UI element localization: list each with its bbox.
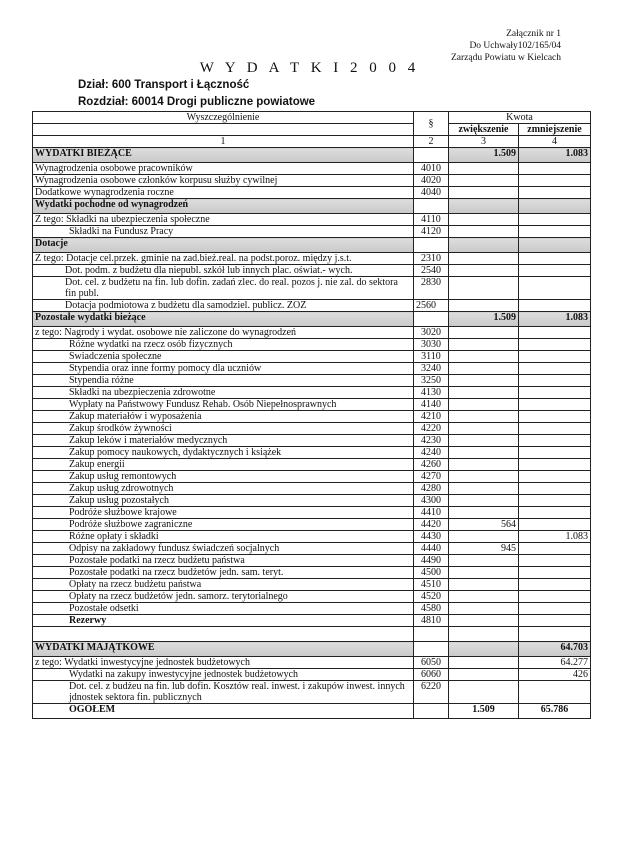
total-row [33, 704, 591, 719]
row-desc: Odpisy na zakładowy fundusz świadczeń socjalnych [33, 543, 414, 555]
table-row [33, 351, 591, 363]
table-row [33, 226, 591, 238]
table-row [33, 447, 591, 459]
section-label: Wydatki pochodne od wynagrodzeń [33, 199, 414, 214]
table-row [33, 483, 591, 495]
section-row [33, 148, 591, 163]
table-row [33, 579, 591, 591]
row-par: 4410 [414, 507, 449, 519]
row-par: 4260 [414, 459, 449, 471]
table-row [33, 399, 591, 411]
expenditure-table [32, 111, 591, 719]
row-desc: Wydatki na zakupy inwestycyjne jednostek budżetowych [33, 669, 414, 681]
table-row [33, 495, 591, 507]
row-par: 4020 [414, 175, 449, 187]
row-desc: Zakup środków żywności [33, 423, 414, 435]
row-desc: Opłaty na rzecz budżetu państwa [33, 579, 414, 591]
row-par: 4420 [414, 519, 449, 531]
row-desc: Dot. cel. z budżeu na fin. lub dofin. Kosztów real. inwest. i zakupów inwest. innych jdnostek sektora fin. publicznych [33, 681, 414, 704]
header-desc: Wyszczególnienie [33, 112, 414, 124]
row-desc: Dot. podm. z budżetu dla niepubl. szkół lub innych plac. oświat.- wych. [33, 265, 414, 277]
table-row [33, 435, 591, 447]
row-desc: Pozostałe podatki na rzecz budżetu państwa [33, 555, 414, 567]
section-label: Pozostałe wydatki bieżące [33, 312, 414, 327]
header-row [33, 124, 591, 136]
table-row [33, 187, 591, 199]
table-row [33, 459, 591, 471]
table-row [33, 300, 591, 312]
row-par: 4210 [414, 411, 449, 423]
row-dec: 1.083 [519, 531, 591, 543]
header-par: § [414, 112, 449, 136]
table-row [33, 423, 591, 435]
table-row [33, 543, 591, 555]
section-row [33, 312, 591, 327]
table-row [33, 531, 591, 543]
row-desc: Z tego: Składki na ubezpieczenia społeczne [33, 214, 414, 226]
table-row [33, 163, 591, 175]
row-par: 4110 [414, 214, 449, 226]
row-par: 6060 [414, 669, 449, 681]
row-par: 4520 [414, 591, 449, 603]
section-label: WYDATKI BIEŻĄCE [33, 148, 414, 163]
row-desc: Stypendia różne [33, 375, 414, 387]
row-desc: Składki na ubezpieczenia zdrowotne [33, 387, 414, 399]
row-desc: Zakup leków i materiałów medycznych [33, 435, 414, 447]
row-par: 4220 [414, 423, 449, 435]
row-inc: 564 [449, 519, 519, 531]
header-inc: zwiększenie [449, 124, 519, 136]
row-par: 3240 [414, 363, 449, 375]
row-desc: Wynagrodzenia osobowe członków korpusu służby cywilnej [33, 175, 414, 187]
row-inc: 945 [449, 543, 519, 555]
table-row [33, 657, 591, 669]
row-desc: Różne wydatki na rzecz osób fizycznych [33, 339, 414, 351]
row-par: 4500 [414, 567, 449, 579]
total-label: OGÓŁEM [33, 704, 414, 719]
spacer-row [33, 627, 591, 642]
row-par: 2310 [414, 253, 449, 265]
header-numbers-row [33, 136, 591, 148]
total-dec: 65.786 [519, 704, 591, 719]
table-row [33, 175, 591, 187]
row-par: 4230 [414, 435, 449, 447]
row-desc: Dodatkowe wynagrodzenia roczne [33, 187, 414, 199]
row-par: 4270 [414, 471, 449, 483]
section-row [33, 199, 591, 214]
row-dec: 64.277 [519, 657, 591, 669]
section-dec: 1.083 [519, 148, 591, 163]
table-row [33, 363, 591, 375]
row-desc: Podróże służbowe zagraniczne [33, 519, 414, 531]
row-par: 2830 [414, 277, 449, 300]
row-desc: Pozostałe podatki na rzecz budżetów jedn. sam. teryt. [33, 567, 414, 579]
header-num: 2 [414, 136, 449, 148]
row-par: 4580 [414, 603, 449, 615]
row-par: 4280 [414, 483, 449, 495]
row-par: 3020 [414, 327, 449, 339]
row-par: 6050 [414, 657, 449, 669]
row-par: 4040 [414, 187, 449, 199]
row-desc: Pozostałe odsetki [33, 603, 414, 615]
table-row [33, 253, 591, 265]
section-row [33, 642, 591, 657]
row-par: 4130 [414, 387, 449, 399]
section-row [33, 238, 591, 253]
row-par: 4140 [414, 399, 449, 411]
table-row [33, 669, 591, 681]
row-desc: Z tego: Dotacje cel.przek. gminie na zad.bież.real. na podst.poroz. między j.s.t. [33, 253, 414, 265]
table-row [33, 265, 591, 277]
header-num: 4 [519, 136, 591, 148]
row-desc: Zakup energii [33, 459, 414, 471]
row-desc: z tego: Nagrody i wydat. osobowe nie zaliczone do wynagrodzeń [33, 327, 414, 339]
table-row [33, 603, 591, 615]
table-row [33, 387, 591, 399]
row-desc: Podróże służbowe krajowe [33, 507, 414, 519]
row-par: 4440 [414, 543, 449, 555]
row-desc: Świadczenia społeczne [33, 351, 414, 363]
table-row [33, 591, 591, 603]
total-inc: 1.509 [449, 704, 519, 719]
row-par: 4120 [414, 226, 449, 238]
header-row [33, 112, 591, 124]
section-inc: 1.509 [449, 148, 519, 163]
row-desc: Zakup materiałów i wyposażenia [33, 411, 414, 423]
table-row [33, 519, 591, 531]
header-dec: zmniejszenie [519, 124, 591, 136]
row-desc: Zakup pomocy naukowych, dydaktycznych i książek [33, 447, 414, 459]
table-row [33, 555, 591, 567]
section-inc: 1.509 [449, 312, 519, 327]
row-par: 3030 [414, 339, 449, 351]
row-desc: Dot. cel. z budżetu na fin. lub dofin. zadań zlec. do real. pozos j. nie zal. do sektora fin publ. [33, 277, 414, 300]
row-desc: z tego: Wydatki inwestycyjne jednostek budżetowych [33, 657, 414, 669]
row-par: 4510 [414, 579, 449, 591]
section-label: WYDATKI MAJĄTKOWE [33, 642, 414, 657]
dzial-heading: Dział: 600 Transport i Łączność [78, 79, 250, 91]
row-desc: Rezerwy [33, 615, 414, 627]
row-desc: Zakup usług remontowych [33, 471, 414, 483]
table-row [33, 681, 591, 704]
row-desc: Dotacja podmiotowa z budżetu dla samodziel. publicz. ZOZ [33, 300, 414, 312]
table-row [33, 507, 591, 519]
table-row [33, 471, 591, 483]
row-desc: Zakup usług pozostałych [33, 495, 414, 507]
header-num: 1 [33, 136, 414, 148]
table-row [33, 277, 591, 300]
row-desc: Różne opłaty i składki [33, 531, 414, 543]
table-row [33, 375, 591, 387]
table-row [33, 339, 591, 351]
row-par: 4300 [414, 495, 449, 507]
row-par: 4810 [414, 615, 449, 627]
rozdzial-heading: Rozdział: 60014 Drogi publiczne powiatowe [78, 96, 316, 108]
row-par: 2560 [414, 300, 449, 312]
row-par: 4010 [414, 163, 449, 175]
row-par: 4240 [414, 447, 449, 459]
row-par: 2540 [414, 265, 449, 277]
table-row [33, 214, 591, 226]
row-par: 3250 [414, 375, 449, 387]
section-dec: 1.083 [519, 312, 591, 327]
attachment-line: Do Uchwały102/165/04 [469, 41, 561, 51]
table-row [33, 327, 591, 339]
row-desc: Składki na Fundusz Pracy [33, 226, 414, 238]
row-dec: 426 [519, 669, 591, 681]
row-par: 4430 [414, 531, 449, 543]
row-desc: Stypendia oraz inne formy pomocy dla uczniów [33, 363, 414, 375]
table-row [33, 615, 591, 627]
section-label: Dotacje [33, 238, 414, 253]
document-title: W Y D A T K I 2 0 0 4 [199, 60, 420, 76]
row-par: 3110 [414, 351, 449, 363]
row-par: 4490 [414, 555, 449, 567]
header-num: 3 [449, 136, 519, 148]
table-row [33, 567, 591, 579]
row-desc: Wypłaty na Państwowy Fundusz Rehab. Osób Niepełnosprawnych [33, 399, 414, 411]
section-dec: 64.703 [519, 642, 591, 657]
attachment-line: Załącznik nr 1 [506, 29, 561, 39]
row-desc: Wynagrodzenia osobowe pracowników [33, 163, 414, 175]
attachment-line: Zarządu Powiatu w Kielcach [451, 53, 561, 63]
attachment-note [451, 28, 561, 64]
row-desc: Opłaty na rzecz budżetów jedn. samorz. terytorialnego [33, 591, 414, 603]
row-par: 6220 [414, 681, 449, 704]
header-kwota: Kwota [449, 112, 591, 124]
table-row [33, 411, 591, 423]
row-desc: Zakup usług zdrowotnych [33, 483, 414, 495]
